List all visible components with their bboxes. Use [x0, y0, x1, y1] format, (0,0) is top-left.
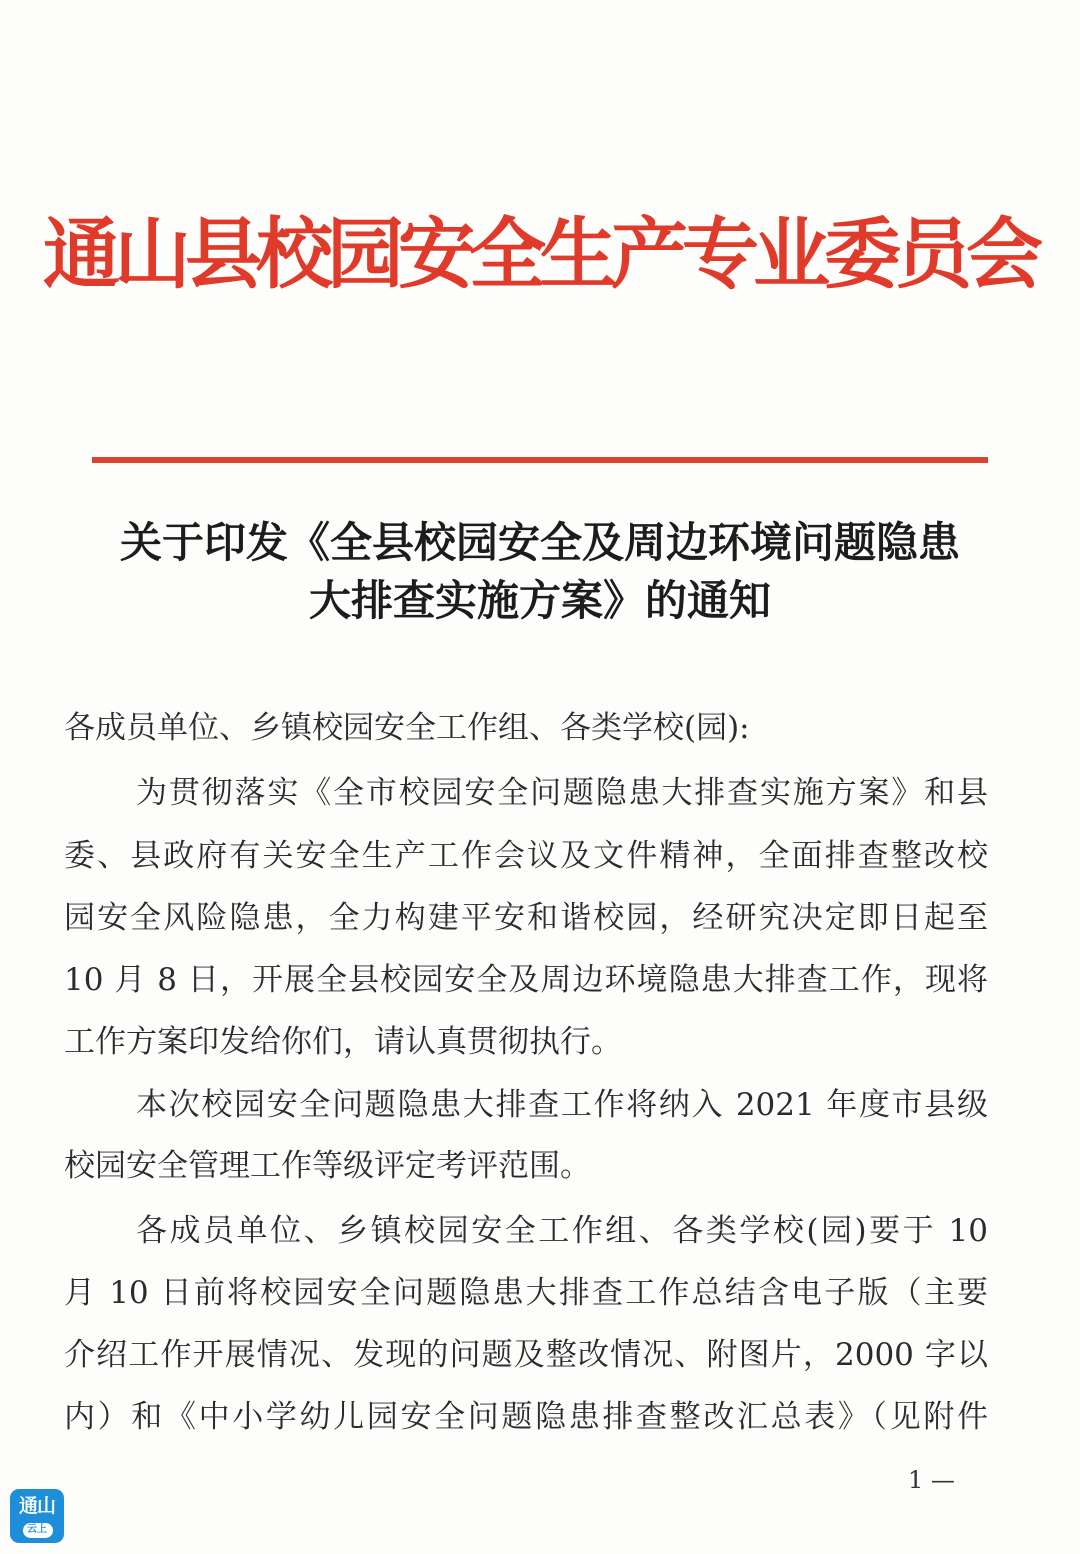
body-line: 月 10 日前将校园安全问题隐患大排查工作总结含电子版（主要	[64, 1275, 988, 1311]
body-line: 内）和《中小学幼儿园安全问题隐患排查整改汇总表》（见附件	[64, 1399, 988, 1435]
issuing-authority-header: 通山县校园安全生产专业委员会	[43, 210, 1037, 300]
body-line: 介绍工作开展情况、发现的问题及整改情况、附图片，2000 字以	[64, 1337, 988, 1373]
document-title-line-2: 大排查实施方案》的通知	[308, 576, 771, 625]
body-line: 本次校园安全问题隐患大排查工作将纳入 2021 年度市县级	[136, 1087, 988, 1123]
page-number: 1 —	[908, 1466, 955, 1494]
body-line: 园安全风险隐患，全力构建平安和谐校园，经研究决定即日起至	[64, 900, 988, 936]
document-title-line-1: 关于印发《全县校园安全及周边环境问题隐患	[119, 518, 960, 567]
body-line: 校园安全管理工作等级评定考评范围。	[64, 1148, 591, 1184]
body-line: 工作方案印发给你们，请认真贯彻执行。	[64, 1024, 622, 1060]
app-logo-text: 通山	[18, 1495, 55, 1517]
body-line: 10 月 8 日，开展全县校园安全及周边环境隐患大排查工作，现将	[64, 962, 988, 998]
body-line: 委、县政府有关安全生产工作会议及文件精神，全面排查整改校	[64, 838, 988, 874]
app-logo-badge[interactable]	[10, 1489, 64, 1543]
body-line: 为贯彻落实《全市校园安全问题隐患大排查实施方案》和县	[136, 775, 988, 811]
red-divider-line	[92, 457, 988, 463]
app-logo-subtext: 云上	[27, 1524, 47, 1535]
salutation-line: 各成员单位、乡镇校园安全工作组、各类学校(园):	[64, 710, 750, 746]
body-line: 各成员单位、乡镇校园安全工作组、各类学校(园)要于 10	[136, 1213, 988, 1249]
